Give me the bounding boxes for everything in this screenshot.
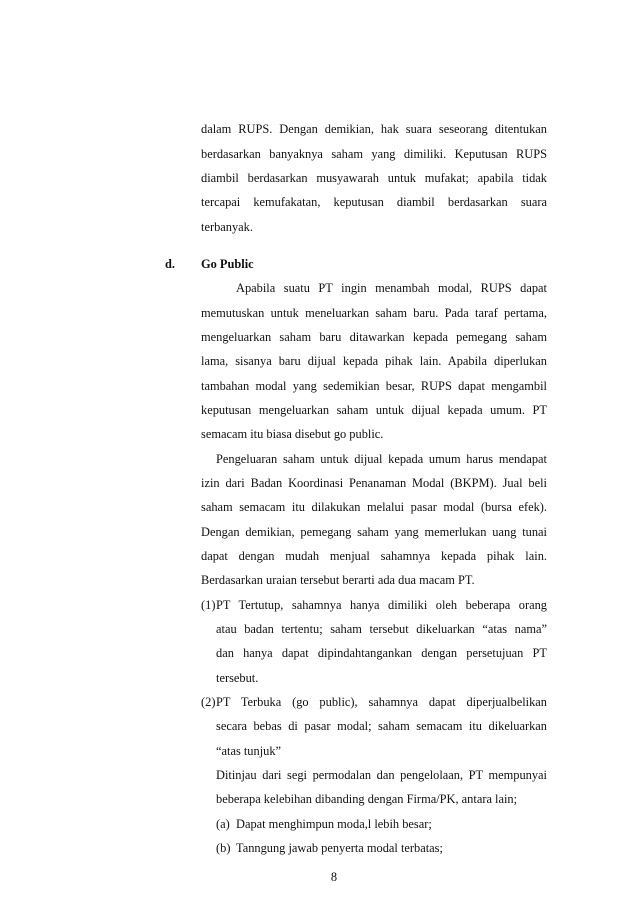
text-line: Ditinjau dari segi permodalan dan pengelolaan, PT mempunyai	[216, 768, 547, 782]
page-number: 8	[330, 870, 338, 884]
sublist-marker: (b)	[216, 841, 231, 855]
text-line: tersebut.	[216, 671, 259, 685]
text-line: Berdasarkan uraian tersebut berarti ada dua macam PT.	[201, 573, 475, 587]
text-line: memutuskan untuk meneluarkan saham baru. Pada taraf pertama,	[201, 306, 547, 320]
text-line: “atas tunjuk”	[216, 744, 282, 758]
sublist-item: Dapat menghimpun moda,l lebih besar;	[236, 817, 432, 831]
text-line: lama, sisanya baru dijual kepada pihak lain. Apabila diperlukan	[201, 354, 547, 368]
sublist-item: Tanngung jawab penyerta modal terbatas;	[236, 841, 443, 855]
section-heading: Go Public	[201, 257, 254, 271]
list-marker: (2)	[201, 695, 216, 709]
text-line: terbanyak.	[201, 220, 253, 234]
text-line: saham semacam itu dilakukan melalui pasar modal (bursa efek).	[201, 500, 547, 514]
text-line: PT Tertutup, sahamnya hanya dimiliki oleh beberapa orang	[216, 598, 547, 612]
text-line: beberapa kelebihan dibanding dengan Firma/PK, antara lain;	[216, 792, 518, 806]
text-line: atau badan tertentu; saham tersebut dikeluarkan “atas nama”	[216, 622, 547, 636]
text-line: diambil berdasarkan musyawarah untuk mufakat; apabila tidak	[201, 171, 547, 185]
sublist-marker: (a)	[216, 817, 230, 831]
list-marker: (1)	[201, 598, 216, 612]
section-marker: d.	[165, 257, 175, 271]
text-line: izin dari Badan Koordinasi Penanaman Modal (BKPM). Jual beli	[201, 476, 547, 490]
text-line: tercapai kemufakatan, keputusan diambil berdasarkan suara	[201, 195, 547, 209]
text-line: dalam RUPS. Dengan demikian, hak suara seseorang ditentukan	[201, 122, 547, 136]
text-line: mengeluarkan saham baru ditawarkan kepada pemegang saham	[201, 330, 547, 344]
text-line: berdasarkan banyaknya saham yang dimiliki. Keputusan RUPS	[201, 147, 547, 161]
text-line: Dengan demikian, pemegang saham yang memerlukan uang tunai	[201, 525, 547, 539]
text-line: Pengeluaran saham untuk dijual kepada umum harus mendapat	[216, 452, 547, 466]
text-line: secara bebas di pasar modal; saham semacam itu dikeluarkan	[216, 719, 547, 733]
text-line: semacam itu biasa disebut go public.	[201, 427, 384, 441]
text-line: Apabila suatu PT ingin menambah modal, RUPS dapat	[236, 281, 547, 295]
text-line: dan hanya dapat dipindahtangankan dengan persetujuan PT	[216, 646, 547, 660]
text-line: keputusan mengeluarkan saham untuk dijual kepada umum. PT	[201, 403, 547, 417]
text-line: dapat dengan mudah menjual sahamnya kepada pihak lain.	[201, 549, 547, 563]
text-line: PT Terbuka (go public), sahamnya dapat diperjualbelikan	[216, 695, 547, 709]
text-line: tambahan modal yang sedemikian besar, RUPS dapat mengambil	[201, 379, 547, 393]
